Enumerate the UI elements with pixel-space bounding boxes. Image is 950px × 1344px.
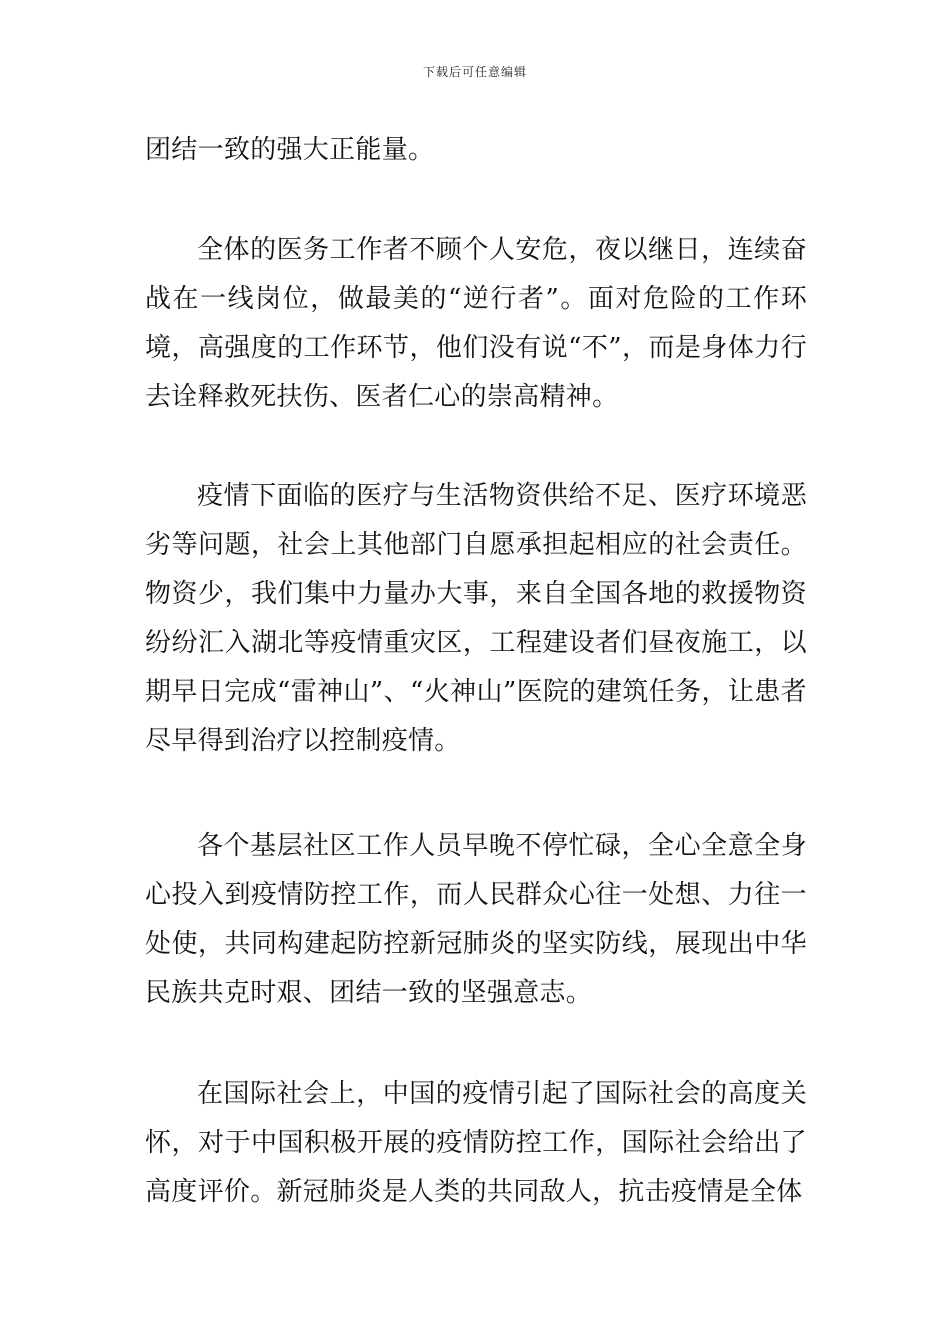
paragraph: 疫情下面临的医疗与生活物资供给不足、医疗环境恶劣等问题，社会上其他部门自愿承担起相应的社会责任。物资少，我们集中力量办大事，来自全国各地的救援物资纷纷汇入湖北等疫情重灾区，工程建设者们昼夜施工，以期早日完成“雷神山”、“火神山”医院的建筑任务，让患者尽早得到治疗以控制疫情。 xyxy=(145,481,807,756)
page-header: 下载后可任意编辑 xyxy=(422,65,527,79)
paragraph-supplies xyxy=(145,472,807,766)
paragraph-international xyxy=(145,1070,807,1217)
paragraph-medical-workers xyxy=(145,226,807,422)
paragraph: 在国际社会上，中国的疫情引起了国际社会的高度关怀，对于中国积极开展的疫情防控工作，国际社会给出了高度评价。新冠肺炎是人类的共同敌人，抗击疫情是全体 xyxy=(145,1079,807,1207)
paragraph-community xyxy=(145,822,807,1018)
paragraph: 全体的医务工作者不顾个人安危，夜以继日，连续奋战在一线岗位，做最美的“逆行者”。面对危险的工作环境，高强度的工作环节，他们没有说“不”，而是身体力行去诠释救死扶伤、医者仁心的崇高精神。 xyxy=(145,235,807,412)
paragraph: 团结一致的强大正能量。 xyxy=(145,135,435,165)
paragraph: 各个基层社区工作人员早晚不停忙碌，全心全意全身心投入到疫情防控工作，而人民群众心往一处想、力往一处使，共同构建起防控新冠肺炎的坚实防线，展现出中华民族共克时艰、团结一致的坚强意志。 xyxy=(145,831,807,1008)
paragraph-continuation xyxy=(145,126,807,175)
